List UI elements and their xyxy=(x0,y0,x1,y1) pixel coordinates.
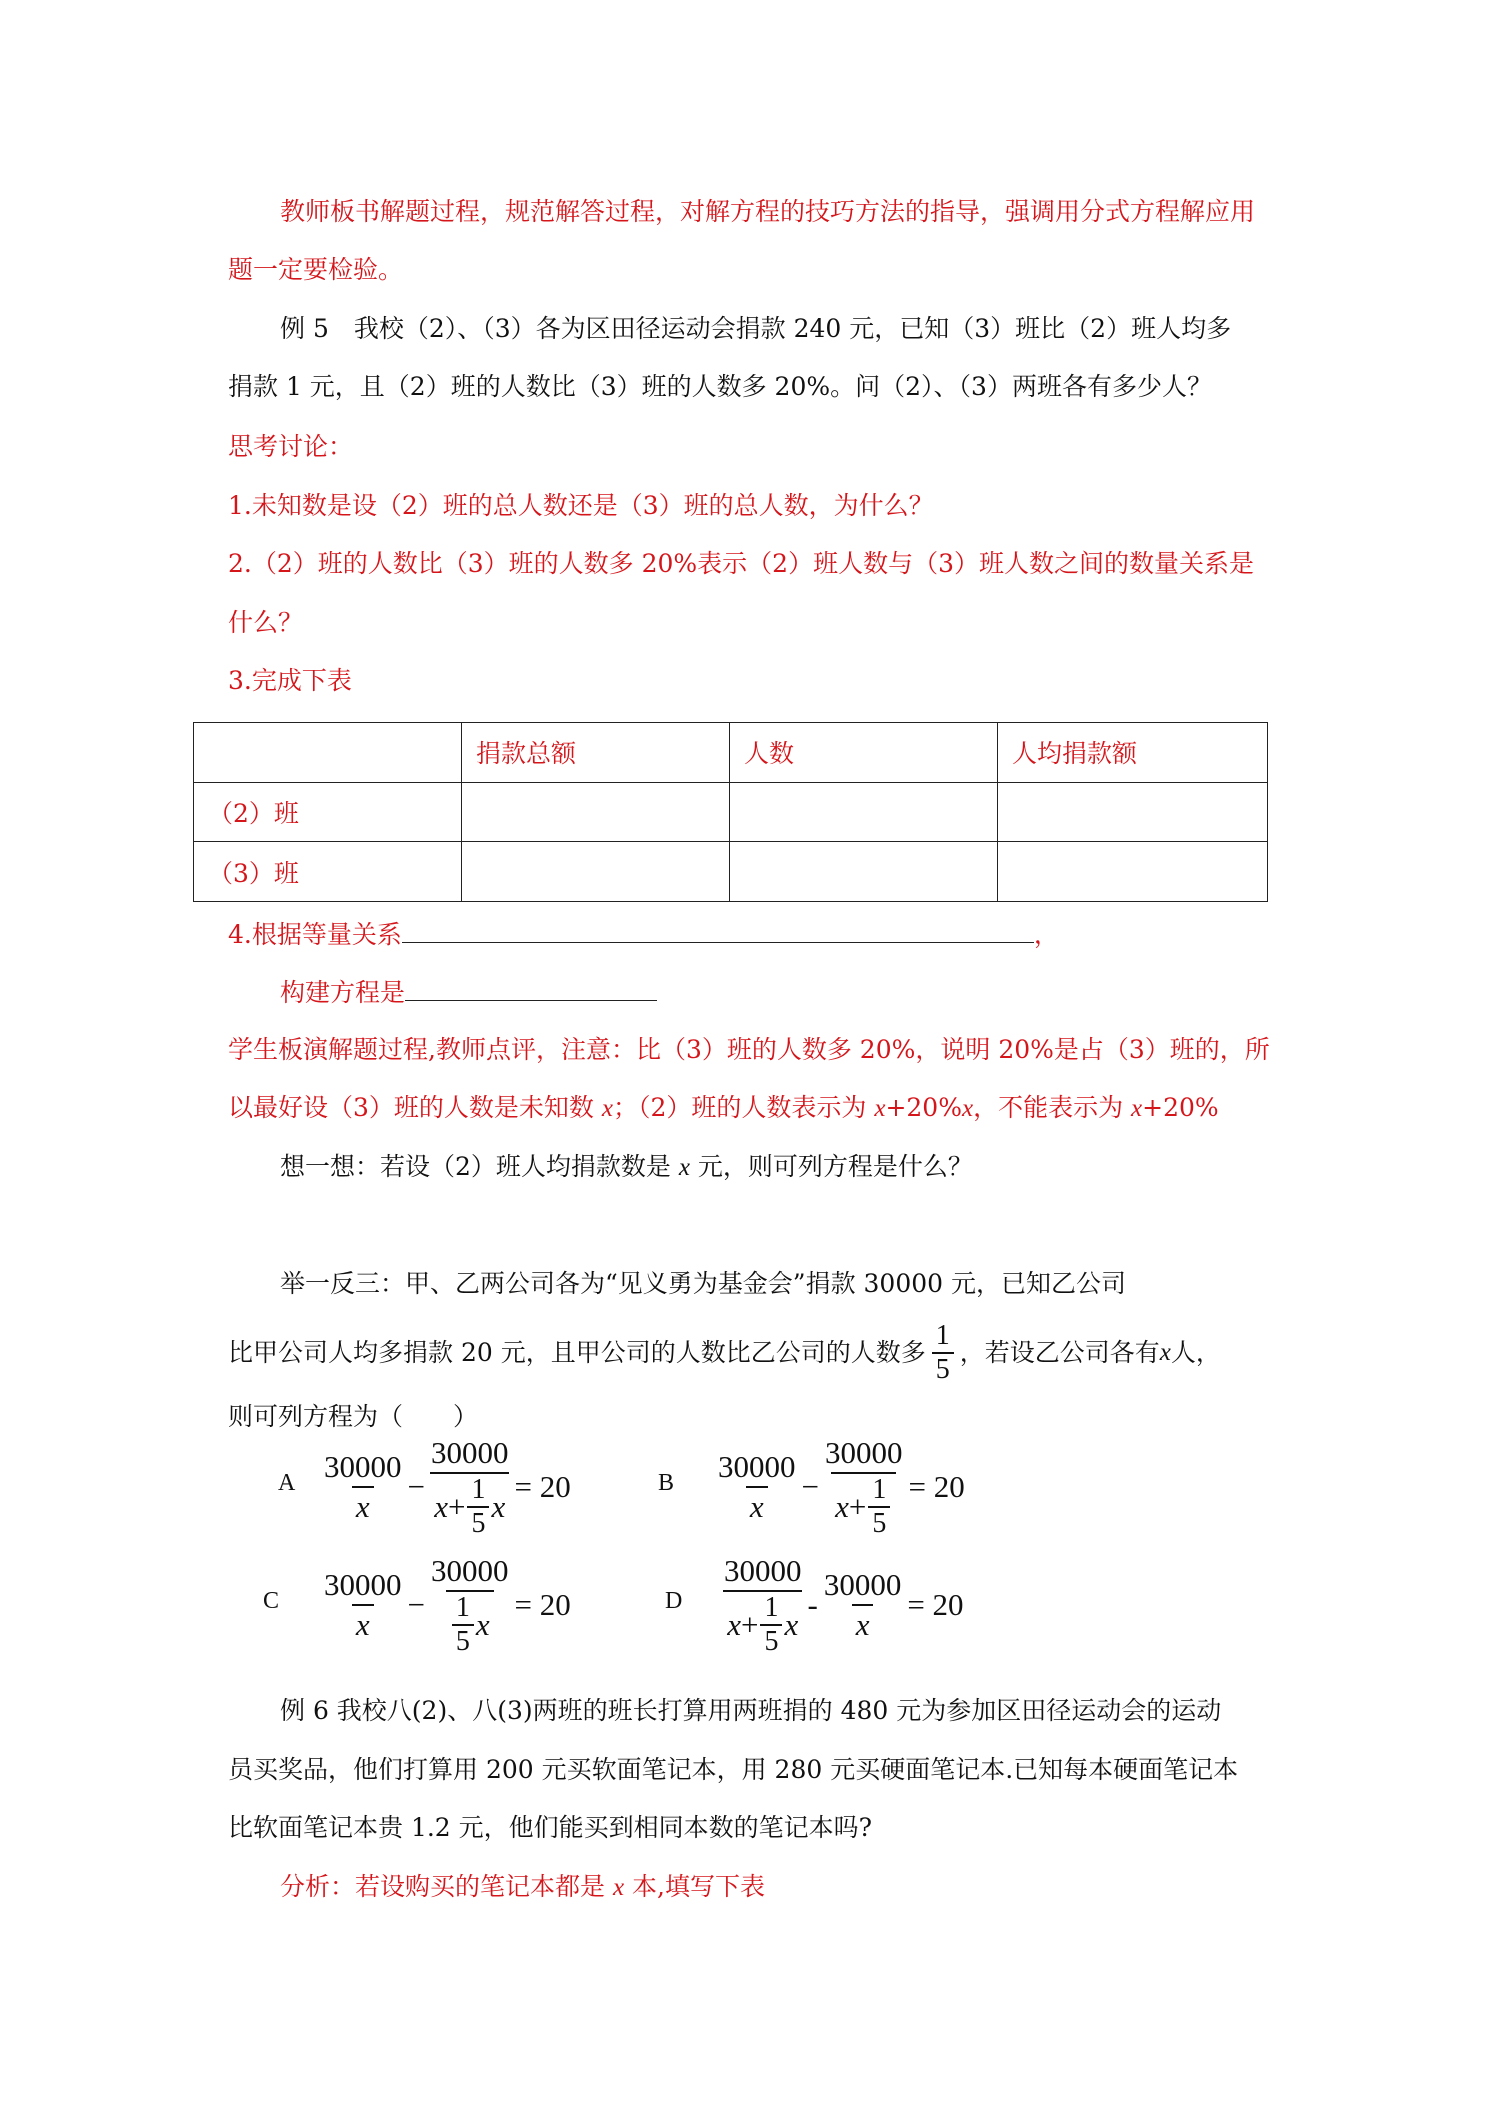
plus-sign: + xyxy=(848,1489,867,1524)
denominator: 5 xyxy=(452,1624,474,1656)
denominator xyxy=(831,1472,896,1538)
table-cell xyxy=(462,842,730,902)
numerator: 30000 xyxy=(718,1449,796,1484)
variable-x: x xyxy=(1159,1339,1171,1366)
fraction xyxy=(427,1554,513,1656)
q4-line1 xyxy=(228,916,1059,952)
fraction xyxy=(320,1568,406,1642)
q4-line2 xyxy=(280,974,657,1010)
table-cell xyxy=(462,782,730,842)
q4-label: 4.根据等量关系 xyxy=(228,920,402,949)
table-cell: （2）班 xyxy=(194,782,462,842)
variable-x: x xyxy=(1131,1095,1143,1122)
option-a-equation[interactable] xyxy=(318,1436,571,1538)
table-header-cell xyxy=(194,723,462,783)
numerator: 30000 xyxy=(823,1567,902,1602)
fraction-one-fifth xyxy=(760,1594,782,1656)
plus-sign: + xyxy=(741,1607,759,1642)
numerator: 30000 xyxy=(430,1553,509,1588)
discussion-q1: 1.未知数是设（2）班的总人数还是（3）班的总人数，为什么？ xyxy=(228,491,934,520)
variable-x: x xyxy=(835,1489,849,1524)
fraction-denominator: 5 xyxy=(932,1352,954,1384)
numerator: 30000 xyxy=(324,1567,402,1602)
denominator: x xyxy=(852,1604,874,1642)
numerator: 30000 xyxy=(324,1449,402,1484)
think-line xyxy=(280,1150,973,1185)
variable-x: x xyxy=(961,1095,974,1122)
table-cell xyxy=(998,782,1268,842)
analysis-text: 分析：若设购买的笔记本都是 xyxy=(280,1872,613,1901)
denominator xyxy=(446,1590,494,1656)
note-text: ；（2）班的人数表示为 xyxy=(612,1093,875,1122)
note-line2 xyxy=(228,1091,1219,1126)
minus-sign: - xyxy=(807,1587,818,1622)
numerator: 30000 xyxy=(824,1435,903,1470)
table-header-row xyxy=(194,723,1268,783)
fraction-numerator: 1 xyxy=(935,1320,950,1351)
equals-twenty: = 20 xyxy=(907,1587,964,1622)
example6-line2: 员买奖品，他们打算用 200 元买软面笔记本，用 280 元买硬面笔记本.已知每本硬面笔记本 xyxy=(228,1755,1239,1784)
example6-line3: 比软面笔记本贵 1.2 元，他们能买到相同本数的笔记本吗? xyxy=(228,1813,873,1842)
fraction-one-fifth xyxy=(932,1322,954,1384)
analysis-line xyxy=(280,1870,765,1905)
note-text: ，不能表示为 xyxy=(973,1093,1132,1122)
discussion-q2-line2: 什么？ xyxy=(228,608,304,637)
note-text: +20% xyxy=(1142,1093,1219,1122)
numerator: 1 xyxy=(764,1592,779,1623)
denominator: 5 xyxy=(868,1506,890,1538)
table-row xyxy=(194,782,1268,842)
numerator: 1 xyxy=(455,1592,470,1623)
variable-x: x xyxy=(491,1489,506,1524)
numerator: 30000 xyxy=(430,1435,509,1470)
variable-x: x xyxy=(612,1874,625,1901)
fraction-one-fifth xyxy=(467,1476,489,1538)
option-d-equation[interactable] xyxy=(718,1554,964,1656)
practice-text: 比甲公司人均多捐款 20 元，且甲公司的人数比乙公司的人数多 xyxy=(228,1338,926,1367)
equals-twenty: = 20 xyxy=(908,1469,965,1504)
think-text: 想一想：若设（2）班人均捐款数是 xyxy=(280,1152,679,1181)
table-header-cell: 人数 xyxy=(730,723,998,783)
table-header-cell: 人均捐款额 xyxy=(998,723,1268,783)
option-b-label[interactable]: B xyxy=(658,1470,675,1496)
fraction-one-fifth xyxy=(452,1594,474,1656)
fraction xyxy=(820,1568,906,1642)
option-d-label[interactable]: D xyxy=(665,1588,683,1614)
denominator: x xyxy=(746,1486,768,1524)
discussion-q3: 3.完成下表 xyxy=(228,666,352,695)
option-b-equation[interactable] xyxy=(712,1436,965,1538)
equals-twenty: = 20 xyxy=(514,1587,571,1622)
practice-line3: 则可列方程为（ ） xyxy=(228,1402,479,1431)
numerator: 1 xyxy=(872,1474,887,1505)
practice-text: ，若设乙公司各有 xyxy=(959,1338,1160,1367)
denominator xyxy=(430,1472,509,1538)
fraction xyxy=(714,1450,800,1524)
analysis-text: 本,填写下表 xyxy=(624,1872,765,1901)
variable-x: x xyxy=(434,1489,448,1524)
discussion-title: 思考讨论： xyxy=(228,432,354,461)
note-line1: 学生板演解题过程,教师点评，注意：比（3）班的人数多 20%，说明 20%是占（3）班的，所 xyxy=(228,1035,1270,1064)
answer-blank xyxy=(405,974,657,1001)
variable-x: x xyxy=(784,1607,799,1642)
table-cell xyxy=(730,782,998,842)
option-c-label[interactable]: C xyxy=(263,1588,280,1614)
variable-x: x xyxy=(678,1154,690,1181)
fraction xyxy=(821,1436,907,1538)
table-cell xyxy=(998,842,1268,902)
fraction xyxy=(720,1554,806,1656)
denominator xyxy=(723,1590,802,1656)
equals-twenty: = 20 xyxy=(514,1469,571,1504)
variable-x: x xyxy=(727,1607,741,1642)
practice-line1: 举一反三：甲、乙两公司各为“见义勇为基金会”捐款 30000 元，已知乙公司 xyxy=(280,1269,1126,1298)
numerator: 1 xyxy=(471,1474,486,1505)
option-a-label[interactable]: A xyxy=(278,1470,296,1496)
minus-sign: − xyxy=(407,1469,425,1504)
note-text: +20% xyxy=(885,1093,962,1122)
fraction xyxy=(320,1450,406,1524)
q4-label2: 构建方程是 xyxy=(280,978,406,1007)
example6-line1: 例 6 我校八(2)、八(3)两班的班长打算用两班捐的 480 元为参加区田径运动会的运动 xyxy=(280,1696,1222,1725)
answer-blank xyxy=(402,916,1034,943)
minus-sign: − xyxy=(801,1469,819,1504)
minus-sign: − xyxy=(407,1587,425,1622)
example5-line2: 捐款 1 元，且（2）班的人数比（3）班的人数多 20%。问（2）、（3）两班各有多少人？ xyxy=(228,372,1212,401)
option-c-equation[interactable] xyxy=(318,1554,571,1656)
example5-line1: 例 5 我校（2）、（3）各为区田径运动会捐款 240 元，已知（3）班比（2）班人均多 xyxy=(280,314,1232,343)
table-header-cell: 捐款总额 xyxy=(462,723,730,783)
denominator: x xyxy=(352,1486,374,1524)
denominator: x xyxy=(352,1604,374,1642)
practice-text: 人， xyxy=(1170,1338,1221,1367)
q4-comma: ， xyxy=(1033,920,1059,949)
discussion-q2-line1: 2.（2）班的人数比（3）班的人数多 20%表示（2）班人数与（3）班人数之间的数量关系是 xyxy=(228,549,1254,578)
table-cell: （3）班 xyxy=(194,842,462,902)
fraction-one-fifth xyxy=(868,1476,890,1538)
denominator: 5 xyxy=(760,1624,782,1656)
teacher-note-line2: 题一定要检验。 xyxy=(228,255,404,284)
variable-x: x xyxy=(475,1607,490,1642)
variable-x: x xyxy=(874,1095,886,1122)
numerator: 30000 xyxy=(724,1553,802,1588)
teacher-note-line1: 教师板书解题过程，规范解答过程，对解方程的技巧方法的指导，强调用分式方程解应用 xyxy=(280,197,1256,226)
think-text: 元，则可列方程是什么？ xyxy=(689,1152,973,1181)
table-row xyxy=(194,842,1268,902)
table-cell xyxy=(730,842,998,902)
donation-table xyxy=(193,722,1268,902)
variable-x: x xyxy=(601,1095,613,1122)
note-text: 以最好设（3）班的人数是未知数 xyxy=(228,1093,602,1122)
denominator: 5 xyxy=(467,1506,489,1538)
plus-sign: + xyxy=(447,1489,466,1524)
fraction xyxy=(427,1436,513,1538)
practice-line2 xyxy=(228,1318,1221,1388)
